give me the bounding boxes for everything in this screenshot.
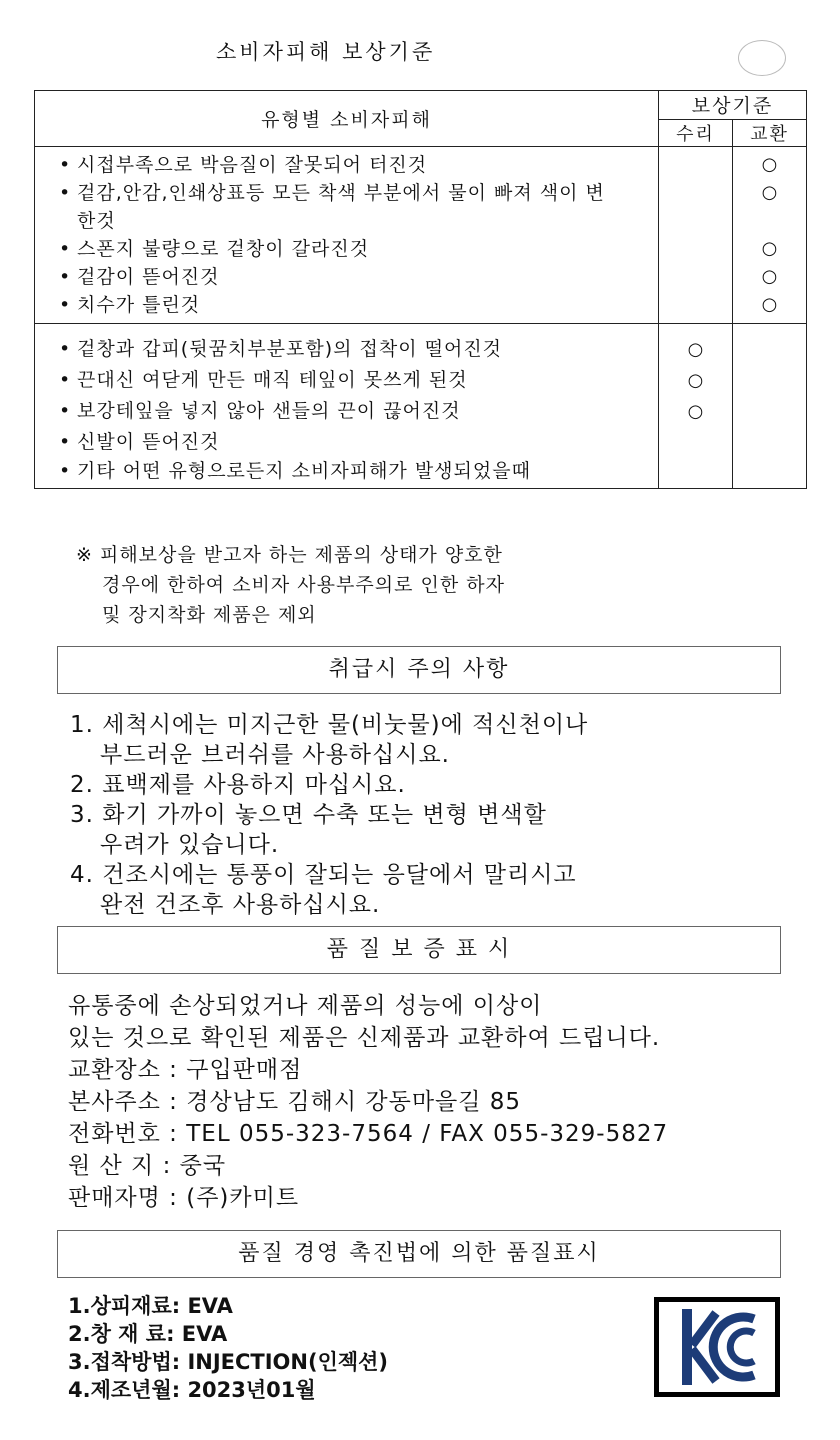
list-item: • 보강테잎을 넣지 않아 샌들의 끈이 끊어진것 — [55, 396, 658, 427]
check-mark: ○ — [687, 401, 704, 422]
list-item: • 겉감,안감,인쇄상표등 모든 착색 부분에서 물이 빠져 색이 변한것 — [55, 179, 658, 235]
caution-item: 1. 세척시에는 미지근한 물(비눗물)에 적신천이나 — [70, 712, 589, 738]
exchange-marks — [733, 147, 807, 324]
spec-list — [68, 1292, 388, 1404]
list-item: • 기타 어떤 유형으로든지 소비자피해가 발생되었을때 — [55, 458, 658, 484]
repair-marks — [659, 324, 733, 489]
page-title: 소비자피해 보상기준 — [216, 40, 436, 64]
list-item: • 스폰지 불량으로 겉창이 갈라진것 — [55, 235, 658, 263]
spec-sole-material: 2.창 재 료: EVA — [68, 1322, 228, 1346]
damage-group-repair — [35, 324, 659, 489]
note-line: ※ 피해보상을 받고자 하는 제품의 상태가 양호한 — [76, 544, 503, 566]
hang-hole — [738, 40, 786, 76]
check-mark: ○ — [761, 154, 778, 175]
caution-item: 3. 화기 가까이 놓으면 수축 또는 변형 변색할 — [70, 802, 547, 828]
header-exchange: 교환 — [733, 120, 807, 147]
check-mark: ○ — [761, 238, 778, 259]
quality-text: 유통중에 손상되었거나 제품의 성능에 이상이 — [68, 993, 543, 1019]
seller: 판매자명 : (주)카미트 — [68, 1185, 300, 1211]
spec-title: 품질 경영 촉진법에 의한 품질표시 — [57, 1230, 781, 1278]
exchange-place: 교환장소 : 구입판매점 — [68, 1057, 303, 1083]
check-mark: ○ — [687, 370, 704, 391]
caution-item-cont: 부드러운 브러쉬를 사용하십시요. — [100, 742, 450, 768]
note-line: 및 장지착화 제품은 제외 — [102, 604, 317, 626]
quality-title: 품 질 보 증 표 시 — [57, 926, 781, 974]
header-criteria: 보상기준 — [659, 91, 807, 120]
caution-title: 취급시 주의 사항 — [57, 646, 781, 694]
caution-item-cont: 우려가 있습니다. — [100, 832, 280, 858]
origin: 원 산 지 : 중국 — [68, 1153, 227, 1179]
spec-bonding-method: 3.접착방법: INJECTION(인젝션) — [68, 1350, 389, 1374]
compensation-table — [34, 90, 807, 489]
caution-item: 2. 표백제를 사용하지 마십시요. — [70, 772, 406, 798]
phone-fax: 전화번호 : TEL 055-323-7564 / FAX 055-329-5827 — [68, 1121, 669, 1147]
list-item: • 끈대신 여닫게 만든 매직 테잎이 못쓰게 된것 — [55, 365, 658, 396]
spec-manufacture-date: 4.제조년월: 2023년01월 — [68, 1378, 316, 1402]
header-repair: 수리 — [659, 120, 733, 147]
check-mark: ○ — [761, 294, 778, 315]
caution-list — [70, 710, 588, 920]
check-mark: ○ — [761, 266, 778, 287]
list-item: • 신발이 뜯어진것 — [55, 427, 658, 458]
list-item: • 치수가 틀린것 — [55, 291, 658, 319]
list-item: • 겉창과 갑피(뒷꿈치부분포함)의 접착이 떨어진것 — [55, 334, 658, 365]
note-line: 경우에 한하여 소비자 사용부주의로 인한 하자 — [102, 574, 505, 596]
hq-address: 본사주소 : 경상남도 김해시 강동마을길 85 — [68, 1089, 522, 1115]
check-mark: ○ — [761, 182, 778, 203]
repair-marks — [659, 147, 733, 324]
quality-text: 있는 것으로 확인된 제품은 신제품과 교환하여 드립니다. — [68, 1025, 661, 1051]
exchange-marks — [733, 324, 807, 489]
damage-group-exchange — [35, 147, 659, 324]
kc-certification-icon — [654, 1297, 780, 1397]
caution-item-cont: 완전 건조후 사용하십시요. — [100, 892, 381, 918]
spec-upper-material: 1.상피재료: EVA — [68, 1294, 233, 1318]
list-item: • 시접부족으로 박음질이 잘못되어 터진것 — [55, 151, 658, 179]
caution-item: 4. 건조시에는 통풍이 잘되는 응달에서 말리시고 — [70, 862, 577, 888]
list-item: • 겉감이 뜯어진것 — [55, 263, 658, 291]
exclusion-note — [76, 540, 505, 630]
quality-info — [68, 990, 668, 1214]
check-mark: ○ — [687, 339, 704, 360]
header-damage-type: 유형별 소비자피해 — [35, 91, 659, 147]
